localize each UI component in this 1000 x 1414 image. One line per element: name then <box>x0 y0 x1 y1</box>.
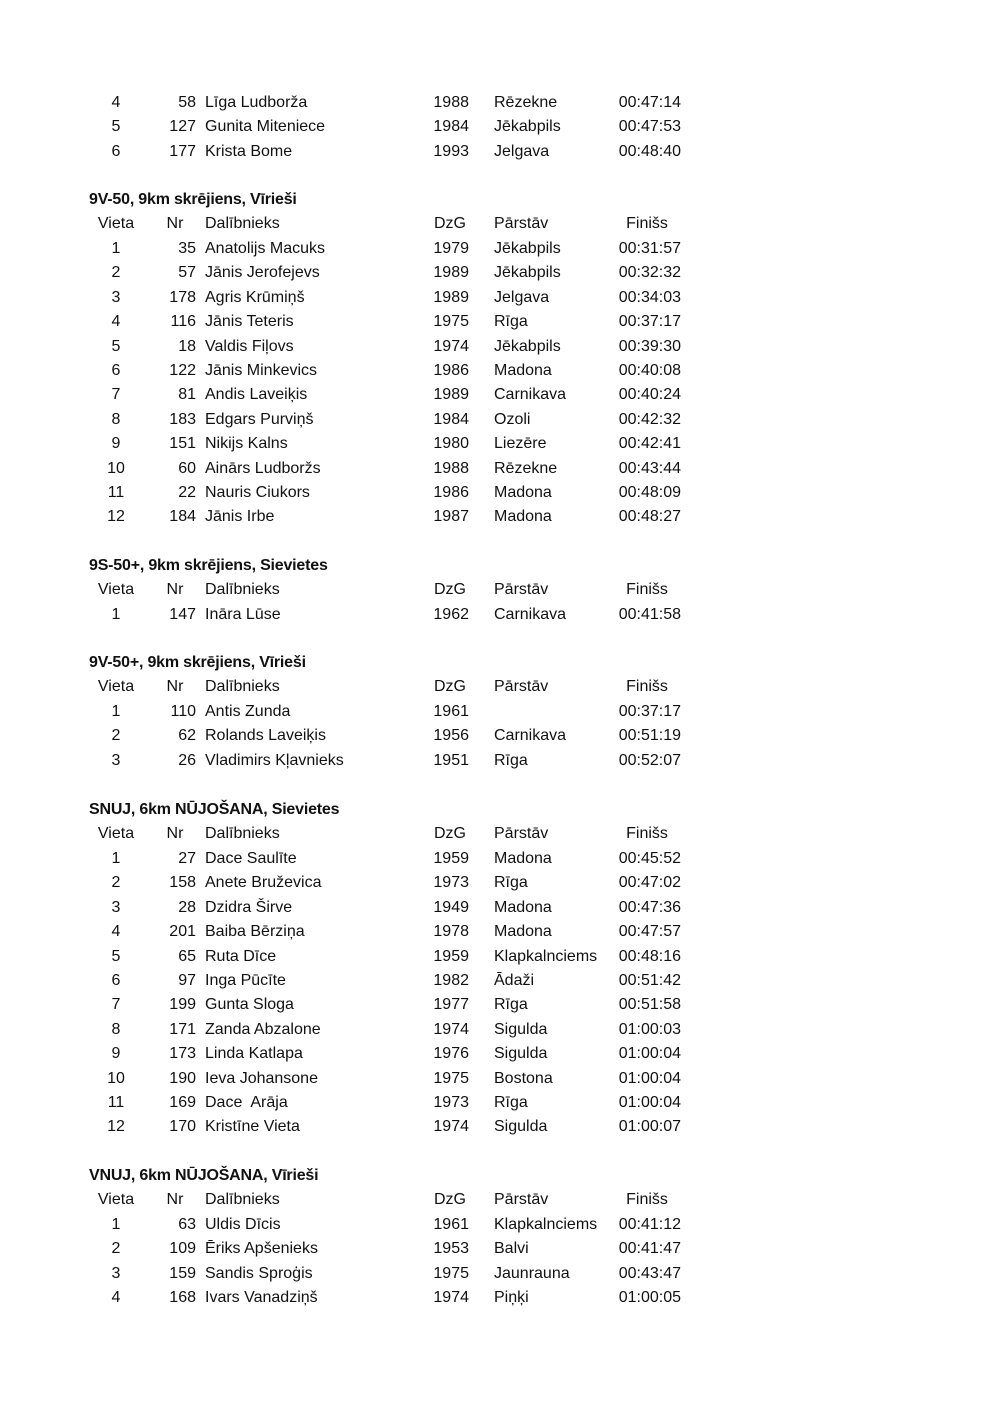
cell-finiss: 00:41:58 <box>618 605 681 623</box>
cell-parstav: Liezēre <box>494 435 547 453</box>
cell-nr: 27 <box>178 849 196 867</box>
cell-dzg: 1982 <box>433 971 469 989</box>
cell-dzg: 1973 <box>433 1094 469 1112</box>
cell-vieta: 2 <box>111 1240 121 1258</box>
cell-nr: 65 <box>178 947 196 965</box>
cell-finiss: 00:47:57 <box>618 923 681 941</box>
cell-name: Līga Ludborža <box>205 94 308 111</box>
cell-name: Uldis Dīcis <box>205 1215 281 1233</box>
cell-nr: 147 <box>169 605 196 623</box>
cell-nr: 18 <box>178 337 196 355</box>
cell-name: Inga Pūcīte <box>205 971 286 989</box>
cell-vieta: 8 <box>111 410 121 428</box>
column-header-vieta: Vieta <box>97 678 135 696</box>
cell-name: Antis Zunda <box>205 702 291 720</box>
cell-vieta: 5 <box>111 118 121 136</box>
cell-vieta: 6 <box>111 971 121 989</box>
cell-nr: 116 <box>170 313 196 331</box>
cell-parstav: Ozoli <box>494 410 531 428</box>
table-row <box>0 481 1000 505</box>
cell-vieta: 1 <box>111 605 121 623</box>
cell-dzg: 1956 <box>433 727 469 745</box>
cell-dzg: 1988 <box>433 459 469 477</box>
cell-name: Dace Saulīte <box>205 849 297 867</box>
table-row <box>0 1262 1000 1286</box>
cell-nr: 22 <box>178 484 196 502</box>
cell-vieta: 6 <box>111 142 121 160</box>
cell-parstav: Madona <box>494 849 552 867</box>
table-row <box>0 237 1000 261</box>
cell-vieta: 1 <box>111 1215 121 1233</box>
cell-finiss: 00:39:30 <box>618 337 681 355</box>
cell-name: Nauris Ciukors <box>205 484 310 502</box>
cell-dzg: 1949 <box>433 898 469 916</box>
cell-finiss: 00:52:07 <box>618 751 681 769</box>
section-title: 9S-50+, 9km skrējiens, Sievietes <box>89 557 328 574</box>
cell-vieta: 9 <box>111 435 121 453</box>
cell-nr: 110 <box>170 702 196 720</box>
cell-name: Anete Bruževica <box>205 874 322 892</box>
cell-parstav: Jēkabpils <box>494 264 561 282</box>
table-row <box>0 408 1000 432</box>
cell-parstav: Rīga <box>494 751 528 769</box>
cell-parstav: Madona <box>494 898 552 916</box>
cell-vieta: 4 <box>111 94 121 111</box>
cell-nr: 28 <box>178 898 196 916</box>
cell-finiss: 00:51:19 <box>618 727 681 745</box>
table-header-row <box>0 675 1000 699</box>
cell-parstav: Carnikava <box>494 605 567 623</box>
cell-finiss: 00:32:32 <box>618 264 681 282</box>
cell-name: Zanda Abzalone <box>205 1020 321 1038</box>
cell-parstav: Jaunrauna <box>494 1264 570 1282</box>
cell-name: Linda Katlapa <box>205 1045 303 1063</box>
cell-name: Dzidra Širve <box>205 898 293 916</box>
cell-finiss: 00:42:32 <box>618 410 681 428</box>
column-header-name: Dalībnieks <box>205 581 280 599</box>
cell-nr: 184 <box>169 508 196 526</box>
table-row <box>0 1091 1000 1115</box>
column-header-nr: Nr <box>166 215 184 233</box>
cell-name: Kristīne Vieta <box>205 1118 300 1136</box>
cell-vieta: 3 <box>111 1264 121 1282</box>
cell-name: Edgars Purviņš <box>205 410 314 428</box>
cell-dzg: 1977 <box>433 996 469 1014</box>
table-row <box>0 700 1000 724</box>
cell-dzg: 1953 <box>433 1240 469 1258</box>
cell-vieta: 2 <box>111 727 121 745</box>
cell-name: Krista Bome <box>205 142 293 160</box>
column-header-nr: Nr <box>166 1191 184 1209</box>
cell-finiss: 00:41:12 <box>618 1215 681 1233</box>
cell-parstav: Sigulda <box>494 1118 548 1136</box>
cell-nr: 171 <box>169 1020 196 1038</box>
cell-finiss: 00:34:03 <box>618 288 681 306</box>
table-row <box>0 1042 1000 1066</box>
table-row <box>0 1286 1000 1310</box>
cell-vieta: 10 <box>107 1069 125 1087</box>
cell-vieta: 3 <box>111 898 121 916</box>
cell-vieta: 7 <box>111 386 121 404</box>
cell-dzg: 1980 <box>433 435 469 453</box>
table-row <box>0 359 1000 383</box>
cell-dzg: 1989 <box>433 386 469 404</box>
column-header-nr: Nr <box>166 678 184 696</box>
table-row <box>0 505 1000 529</box>
table-header-row <box>0 578 1000 602</box>
cell-finiss: 01:00:04 <box>618 1094 681 1112</box>
cell-vieta: 2 <box>111 264 121 282</box>
cell-name: Dace Arāja <box>205 1094 288 1112</box>
cell-nr: 199 <box>169 996 196 1014</box>
column-header-vieta: Vieta <box>97 215 135 233</box>
cell-vieta: 1 <box>111 239 121 257</box>
cell-vieta: 6 <box>111 361 121 379</box>
cell-dzg: 1959 <box>433 947 469 965</box>
table-row <box>0 1115 1000 1139</box>
cell-name: Nikijs Kalns <box>205 435 288 453</box>
cell-parstav: Rīga <box>494 1094 528 1112</box>
column-header-dzg: DzG <box>434 215 466 233</box>
cell-dzg: 1975 <box>433 313 469 331</box>
column-header-parstav: Pārstāv <box>494 825 549 843</box>
table-row <box>0 286 1000 310</box>
section-title: 9V-50+, 9km skrējiens, Vīrieši <box>89 654 306 671</box>
cell-name: Andis Laveiķis <box>205 386 308 404</box>
cell-parstav: Sigulda <box>494 1020 548 1038</box>
column-header-parstav: Pārstāv <box>494 1191 549 1209</box>
column-header-finiss: Finišs <box>626 215 668 233</box>
cell-dzg: 1993 <box>433 142 469 160</box>
table-row <box>0 457 1000 481</box>
cell-parstav: Rīga <box>494 996 528 1014</box>
cell-finiss: 00:31:57 <box>618 239 681 257</box>
cell-dzg: 1984 <box>433 118 469 136</box>
cell-finiss: 00:43:44 <box>618 459 681 477</box>
cell-finiss: 00:43:47 <box>618 1264 681 1282</box>
cell-vieta: 3 <box>111 751 121 769</box>
cell-dzg: 1974 <box>433 1289 469 1307</box>
column-header-parstav: Pārstāv <box>494 678 549 696</box>
cell-parstav: Carnikava <box>494 386 567 404</box>
cell-vieta: 8 <box>111 1020 121 1038</box>
column-header-finiss: Finišs <box>626 825 668 843</box>
table-row <box>0 945 1000 969</box>
cell-finiss: 00:48:16 <box>618 947 681 965</box>
cell-nr: 127 <box>169 118 196 136</box>
column-header-dzg: DzG <box>434 581 466 599</box>
cell-dzg: 1962 <box>433 605 469 623</box>
cell-dzg: 1975 <box>433 1069 469 1087</box>
table-row <box>0 871 1000 895</box>
cell-name: Ēriks Apšenieks <box>205 1240 318 1258</box>
cell-parstav: Madona <box>494 923 552 941</box>
cell-name: Gunita Miteniece <box>205 118 326 136</box>
cell-dzg: 1979 <box>433 239 469 257</box>
column-header-nr: Nr <box>166 581 184 599</box>
column-header-nr: Nr <box>166 825 184 843</box>
cell-dzg: 1986 <box>433 361 469 379</box>
table-row <box>0 1237 1000 1261</box>
cell-finiss: 01:00:04 <box>618 1069 681 1087</box>
cell-nr: 109 <box>169 1240 196 1258</box>
cell-parstav: Rēzekne <box>494 459 558 477</box>
cell-dzg: 1975 <box>433 1264 469 1282</box>
cell-dzg: 1974 <box>433 1118 469 1136</box>
cell-dzg: 1974 <box>433 337 469 355</box>
table-row <box>0 993 1000 1017</box>
column-header-finiss: Finišs <box>626 678 668 696</box>
cell-finiss: 00:51:42 <box>618 971 681 989</box>
cell-parstav: Madona <box>494 484 552 502</box>
cell-parstav: Klapkalnciems <box>494 1215 598 1233</box>
table-row <box>0 310 1000 334</box>
cell-name: Rolands Laveiķis <box>205 727 326 745</box>
column-header-name: Dalībnieks <box>205 678 280 696</box>
table-header-row <box>0 822 1000 846</box>
table-row <box>0 432 1000 456</box>
cell-finiss: 00:47:36 <box>618 898 681 916</box>
cell-vieta: 3 <box>111 288 121 306</box>
cell-nr: 26 <box>178 751 196 769</box>
table-row <box>0 969 1000 993</box>
cell-vieta: 12 <box>107 1118 125 1136</box>
cell-nr: 177 <box>169 142 196 160</box>
cell-dzg: 1974 <box>433 1020 469 1038</box>
column-header-finiss: Finišs <box>626 1191 668 1209</box>
cell-vieta: 7 <box>111 996 121 1014</box>
cell-parstav: Madona <box>494 361 552 379</box>
table-row <box>0 91 1000 115</box>
cell-name: Vladimirs Kļavnieks <box>205 751 344 769</box>
cell-vieta: 9 <box>111 1045 121 1063</box>
cell-vieta: 2 <box>111 874 121 892</box>
cell-nr: 170 <box>169 1118 196 1136</box>
cell-finiss: 00:45:52 <box>618 849 681 867</box>
cell-nr: 183 <box>169 410 196 428</box>
cell-dzg: 1986 <box>433 484 469 502</box>
table-row <box>0 847 1000 871</box>
table-row <box>0 1067 1000 1091</box>
cell-parstav: Rīga <box>494 313 528 331</box>
cell-parstav: Jēkabpils <box>494 337 561 355</box>
cell-nr: 122 <box>169 361 196 379</box>
table-row <box>0 335 1000 359</box>
column-header-vieta: Vieta <box>97 825 135 843</box>
cell-dzg: 1988 <box>433 94 469 111</box>
column-header-vieta: Vieta <box>97 581 135 599</box>
cell-vieta: 5 <box>111 337 121 355</box>
cell-parstav: Jelgava <box>494 288 550 306</box>
table-row <box>0 1213 1000 1237</box>
cell-parstav: Jelgava <box>494 142 550 160</box>
table-header-row <box>0 212 1000 236</box>
cell-nr: 35 <box>178 239 196 257</box>
cell-vieta: 11 <box>107 1094 125 1112</box>
cell-name: Valdis Fiļovs <box>205 337 294 355</box>
cell-finiss: 01:00:03 <box>618 1020 681 1038</box>
table-row <box>0 896 1000 920</box>
cell-dzg: 1961 <box>433 702 469 720</box>
cell-finiss: 00:47:53 <box>618 118 681 136</box>
cell-nr: 81 <box>178 386 196 404</box>
cell-nr: 63 <box>178 1215 196 1233</box>
cell-finiss: 00:48:09 <box>618 484 681 502</box>
cell-dzg: 1989 <box>433 264 469 282</box>
cell-nr: 159 <box>169 1264 196 1282</box>
cell-dzg: 1984 <box>433 410 469 428</box>
cell-dzg: 1978 <box>433 923 469 941</box>
cell-finiss: 00:47:14 <box>618 94 681 111</box>
cell-nr: 168 <box>169 1289 196 1307</box>
column-header-dzg: DzG <box>434 678 466 696</box>
cell-finiss: 00:37:17 <box>618 702 681 720</box>
cell-nr: 60 <box>178 459 196 477</box>
cell-dzg: 1989 <box>433 288 469 306</box>
column-header-dzg: DzG <box>434 1191 466 1209</box>
cell-finiss: 01:00:05 <box>618 1289 681 1307</box>
cell-name: Jānis Minkevics <box>205 361 318 379</box>
cell-finiss: 00:47:02 <box>618 874 681 892</box>
section-title: SNUJ, 6km NŪJOŠANA, Sievietes <box>89 801 340 818</box>
cell-dzg: 1973 <box>433 874 469 892</box>
table-row <box>0 115 1000 139</box>
column-header-parstav: Pārstāv <box>494 215 549 233</box>
cell-finiss: 00:40:08 <box>618 361 681 379</box>
cell-name: Baiba Bērziņa <box>205 923 305 941</box>
cell-nr: 173 <box>169 1045 196 1063</box>
section-title: VNUJ, 6km NŪJOŠANA, Vīrieši <box>89 1167 319 1184</box>
cell-nr: 151 <box>169 435 196 453</box>
cell-finiss: 01:00:07 <box>618 1118 681 1136</box>
cell-parstav: Ādaži <box>494 971 535 989</box>
cell-finiss: 00:51:58 <box>618 996 681 1014</box>
cell-dzg: 1951 <box>433 751 469 769</box>
cell-vieta: 1 <box>111 849 121 867</box>
cell-finiss: 01:00:04 <box>618 1045 681 1063</box>
cell-finiss: 00:48:40 <box>618 142 681 160</box>
cell-vieta: 11 <box>107 484 125 502</box>
table-row <box>0 603 1000 627</box>
cell-finiss: 00:42:41 <box>618 435 681 453</box>
cell-name: Ruta Dīce <box>205 947 277 965</box>
column-header-finiss: Finišs <box>626 581 668 599</box>
cell-name: Jānis Jerofejevs <box>205 264 320 282</box>
table-row <box>0 724 1000 748</box>
table-row <box>0 261 1000 285</box>
cell-parstav: Piņķi <box>494 1289 529 1307</box>
cell-vieta: 5 <box>111 947 121 965</box>
column-header-name: Dalībnieks <box>205 215 280 233</box>
column-header-dzg: DzG <box>434 825 466 843</box>
cell-name: Ainārs Ludboržs <box>205 459 321 477</box>
cell-name: Jānis Teteris <box>205 313 294 331</box>
cell-nr: 58 <box>178 94 196 111</box>
table-row <box>0 1018 1000 1042</box>
cell-finiss: 00:41:47 <box>618 1240 681 1258</box>
cell-vieta: 4 <box>111 923 121 941</box>
cell-name: Gunta Sloga <box>205 996 294 1014</box>
cell-dzg: 1976 <box>433 1045 469 1063</box>
column-header-vieta: Vieta <box>97 1191 135 1209</box>
cell-nr: 158 <box>169 874 196 892</box>
cell-name: Agris Krūmiņš <box>205 288 305 306</box>
cell-nr: 190 <box>169 1069 196 1087</box>
cell-name: Anatolijs Macuks <box>205 239 326 257</box>
table-row <box>0 383 1000 407</box>
table-row <box>0 920 1000 944</box>
cell-parstav: Sigulda <box>494 1045 548 1063</box>
cell-nr: 62 <box>178 727 196 745</box>
cell-finiss: 00:40:24 <box>618 386 681 404</box>
cell-vieta: 12 <box>107 508 125 526</box>
column-header-name: Dalībnieks <box>205 1191 280 1209</box>
cell-parstav: Balvi <box>494 1240 529 1258</box>
cell-parstav: Madona <box>494 508 552 526</box>
cell-parstav: Carnikava <box>494 727 567 745</box>
cell-nr: 178 <box>169 288 196 306</box>
cell-parstav: Rīga <box>494 874 528 892</box>
cell-dzg: 1959 <box>433 849 469 867</box>
column-header-parstav: Pārstāv <box>494 581 549 599</box>
cell-finiss: 00:48:27 <box>618 508 681 526</box>
table-row <box>0 749 1000 773</box>
cell-vieta: 4 <box>111 1289 121 1307</box>
cell-nr: 169 <box>169 1094 196 1112</box>
cell-nr: 97 <box>178 971 196 989</box>
cell-nr: 201 <box>169 923 196 941</box>
cell-dzg: 1987 <box>433 508 469 526</box>
cell-name: Jānis Irbe <box>205 508 275 526</box>
column-header-name: Dalībnieks <box>205 825 280 843</box>
cell-parstav: Klapkalnciems <box>494 947 598 965</box>
cell-name: Ināra Lūse <box>205 605 281 623</box>
table-row <box>0 140 1000 164</box>
table-header-row <box>0 1188 1000 1212</box>
section-title: 9V-50, 9km skrējiens, Vīrieši <box>89 191 297 208</box>
cell-parstav: Jēkabpils <box>494 239 561 257</box>
cell-name: Sandis Sproģis <box>205 1264 313 1282</box>
cell-vieta: 10 <box>107 459 125 477</box>
cell-parstav: Jēkabpils <box>494 118 561 136</box>
cell-finiss: 00:37:17 <box>618 313 681 331</box>
cell-vieta: 1 <box>111 702 121 720</box>
cell-name: Ieva Johansone <box>205 1069 318 1087</box>
cell-parstav: Bostona <box>494 1069 553 1087</box>
cell-vieta: 4 <box>111 313 121 331</box>
cell-parstav: Rēzekne <box>494 94 558 111</box>
cell-nr: 57 <box>178 264 196 282</box>
cell-name: Ivars Vanadziņš <box>205 1289 318 1307</box>
cell-dzg: 1961 <box>433 1215 469 1233</box>
